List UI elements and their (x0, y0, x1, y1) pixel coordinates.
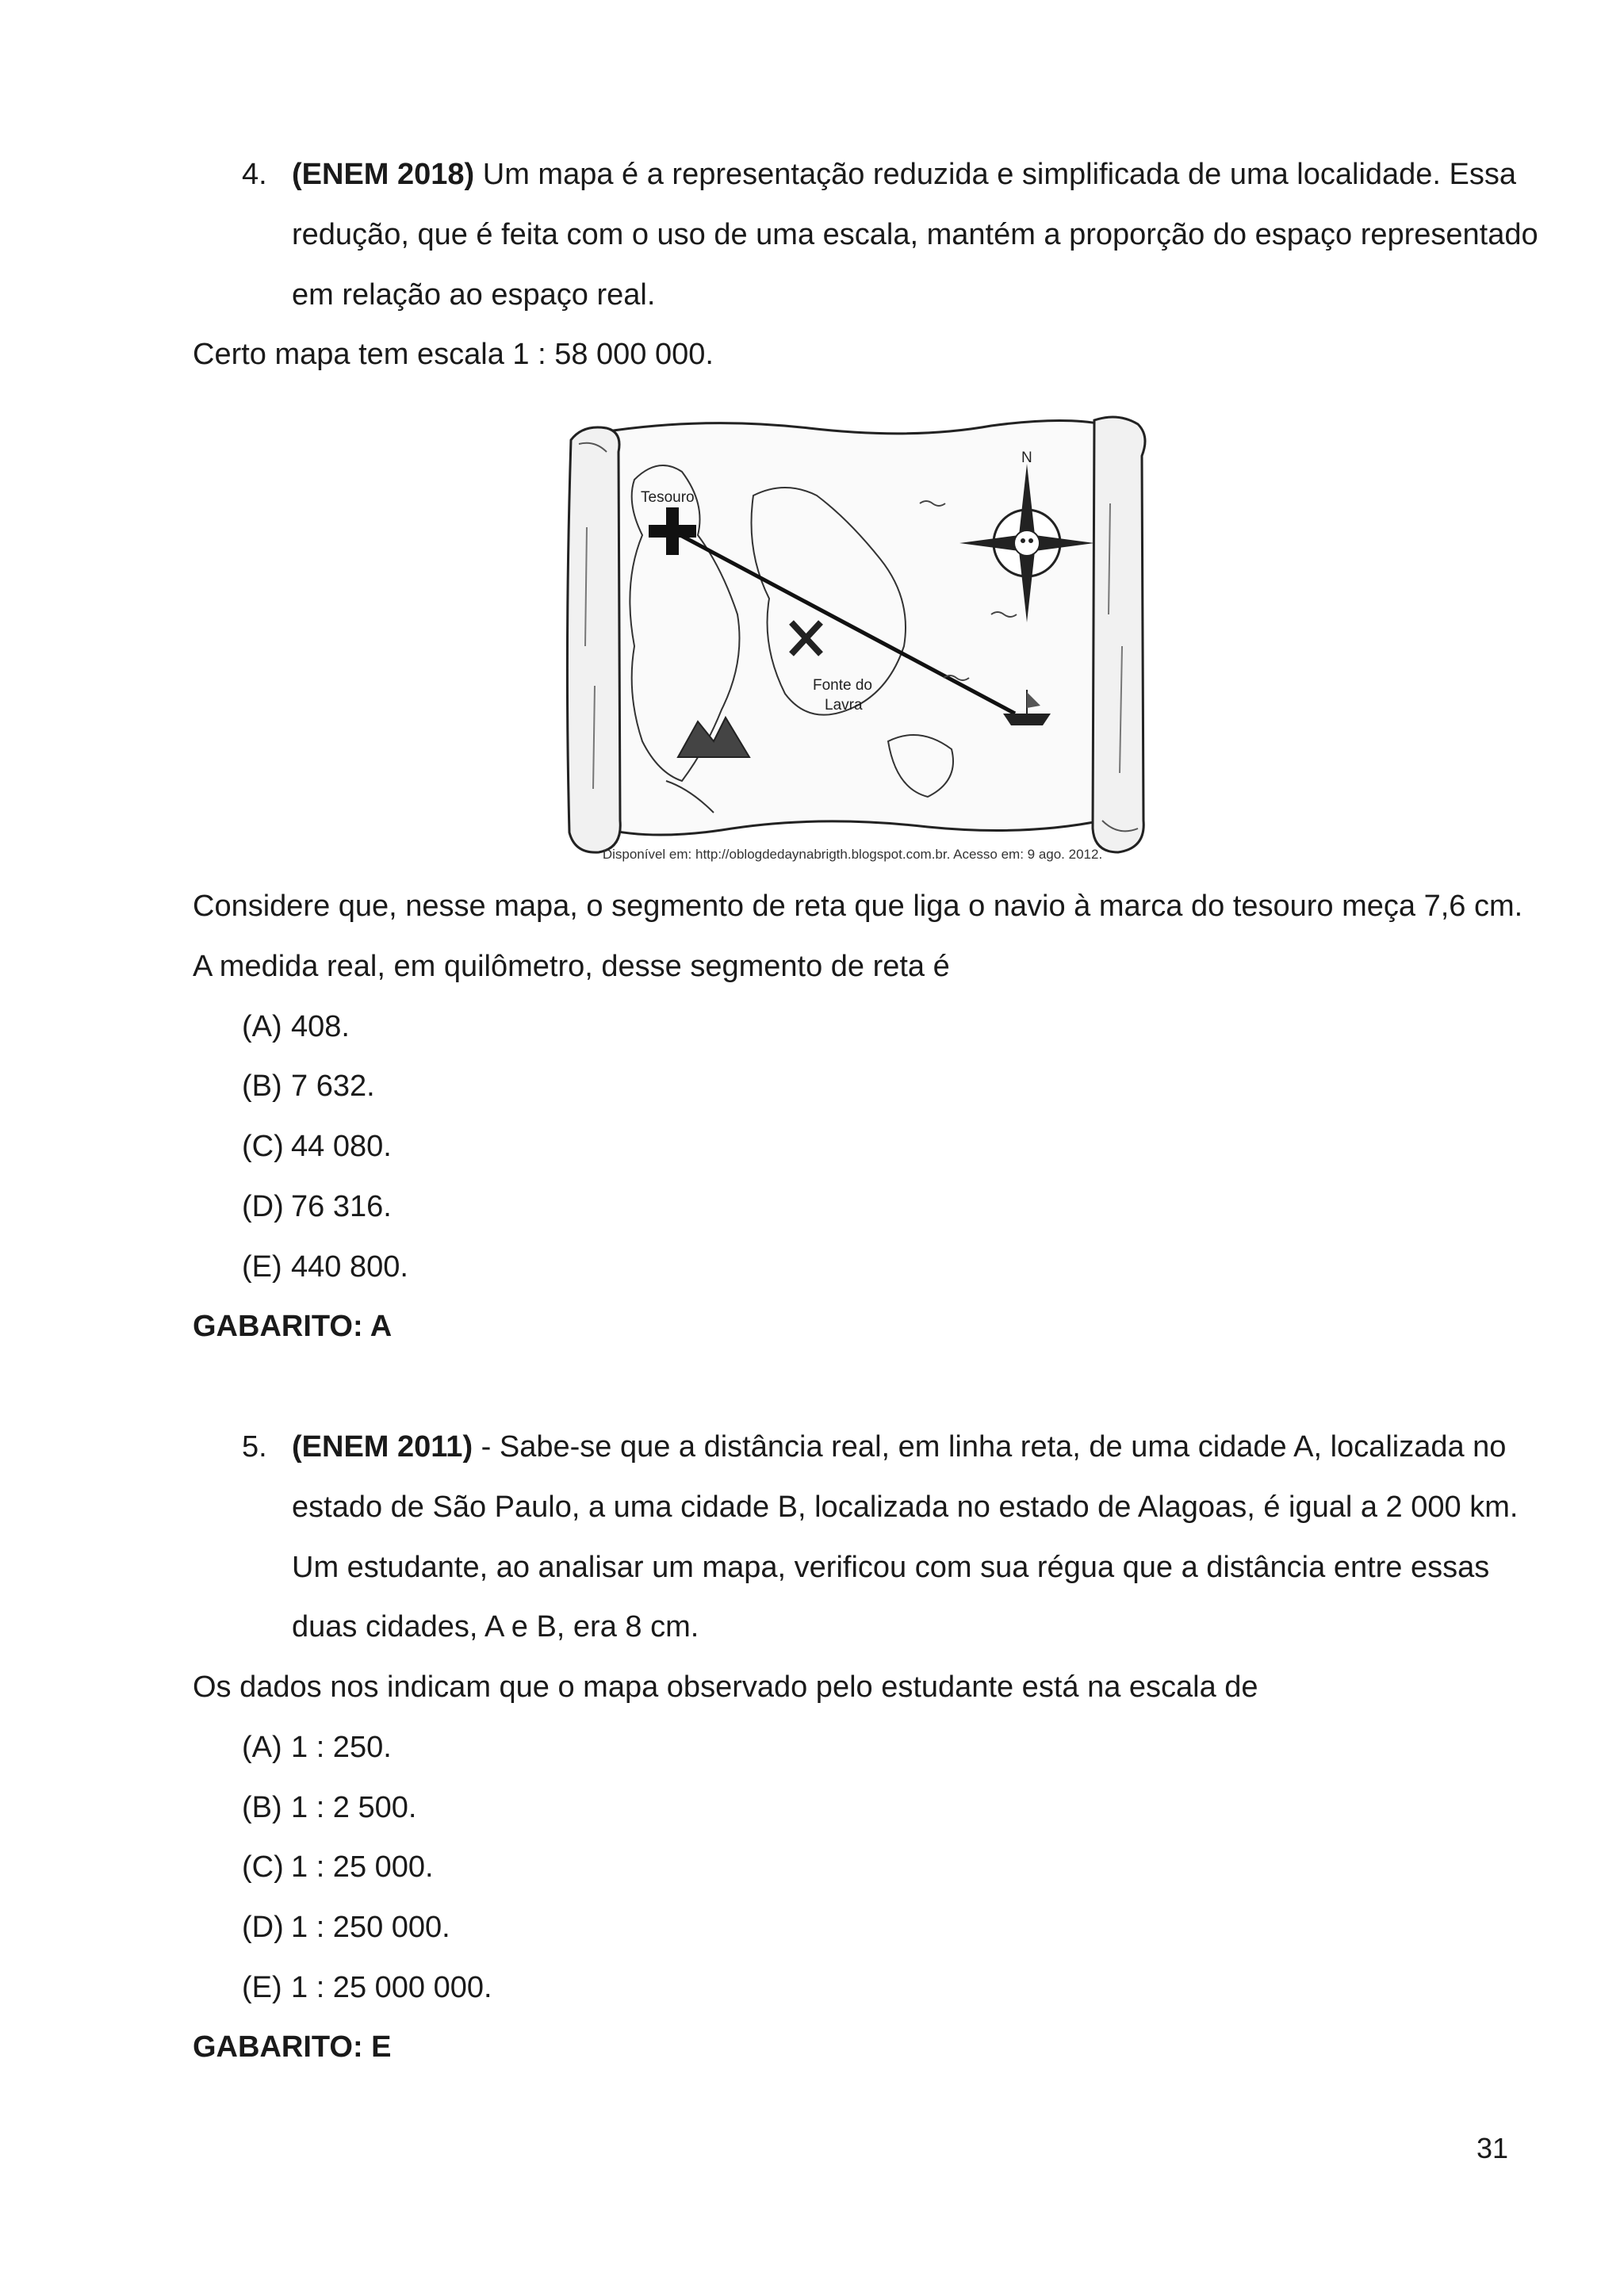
q5-source: (ENEM 2011) (292, 1430, 473, 1464)
right-scroll (1093, 417, 1145, 852)
q5-stem-line-2: estado de São Paulo, a uma cidade B, localizada no estado de Alagoas, é igual a 2 000 km. (292, 1490, 1519, 1524)
q5-option-d: (D) 1 : 250 000. (242, 1911, 450, 1944)
q4-stem-text-1: Um mapa é a representação reduzida e simplificada de uma localidade. Essa (474, 158, 1517, 191)
q4-stem-line-1 (292, 156, 1516, 193)
q5-stem-line-1 (292, 1429, 1506, 1465)
q5-option-b: (B) 1 : 2 500. (242, 1791, 417, 1824)
q5-stem-text-1: - Sabe-se que a distância real, em linha reta, de uma cidade A, localizada no (473, 1430, 1507, 1464)
page-number: 31 (1476, 2132, 1508, 2164)
map-north-label: N (1021, 450, 1032, 466)
q4-option-b: (B) 7 632. (242, 1070, 375, 1103)
q4-consider: Considere que, nesse mapa, o segmento de reta que liga o navio à marca do tesouro meça 7,6 cm. (193, 890, 1523, 923)
q4-scale-text: Certo mapa tem escala 1 : 58 000 000. (193, 338, 714, 371)
q4-source: (ENEM 2018) (292, 158, 475, 191)
q4-number: 4. (242, 158, 267, 191)
figure-credit: Disponível em: http://oblogdedaynabrigth.blogspot.com.br. Acesso em: 9 ago. 2012. (602, 847, 1103, 862)
q4-question: A medida real, em quilômetro, desse segmento de reta é (193, 950, 950, 983)
q4-stem-line-3: em relação ao espaço real. (292, 278, 656, 312)
q4-answer-key: GABARITO: A (193, 1310, 393, 1343)
q4-stem-line-2: redução, que é feita com o uso de uma escala, mantém a proporção do espaço representado (292, 218, 1538, 251)
map-label-tesouro: Tesouro (641, 489, 695, 506)
map-label-fonte-1: Fonte do (813, 677, 872, 694)
q4-option-c: (C) 44 080. (242, 1130, 392, 1163)
q5-option-a: (A) 1 : 250. (242, 1731, 392, 1764)
q4-option-d: (D) 76 316. (242, 1190, 392, 1223)
q5-stem-line-4: duas cidades, A e B, era 8 cm. (292, 1610, 699, 1644)
treasure-map-figure (547, 408, 1158, 864)
q5-question: Os dados nos indicam que o mapa observado pelo estudante está na escala de (193, 1670, 1258, 1704)
q5-answer-key: GABARITO: E (193, 2030, 392, 2064)
q5-option-e: (E) 1 : 25 000 000. (242, 1971, 492, 2004)
q4-option-e: (E) 440 800. (242, 1250, 408, 1284)
q4-option-a: (A) 408. (242, 1010, 350, 1043)
q5-number: 5. (242, 1430, 267, 1464)
q5-stem-line-3: Um estudante, ao analisar um mapa, verificou com sua régua que a distância entre essas (292, 1551, 1490, 1584)
q5-option-c: (C) 1 : 25 000. (242, 1850, 434, 1884)
map-label-fonte-2: Lavra (825, 697, 863, 714)
